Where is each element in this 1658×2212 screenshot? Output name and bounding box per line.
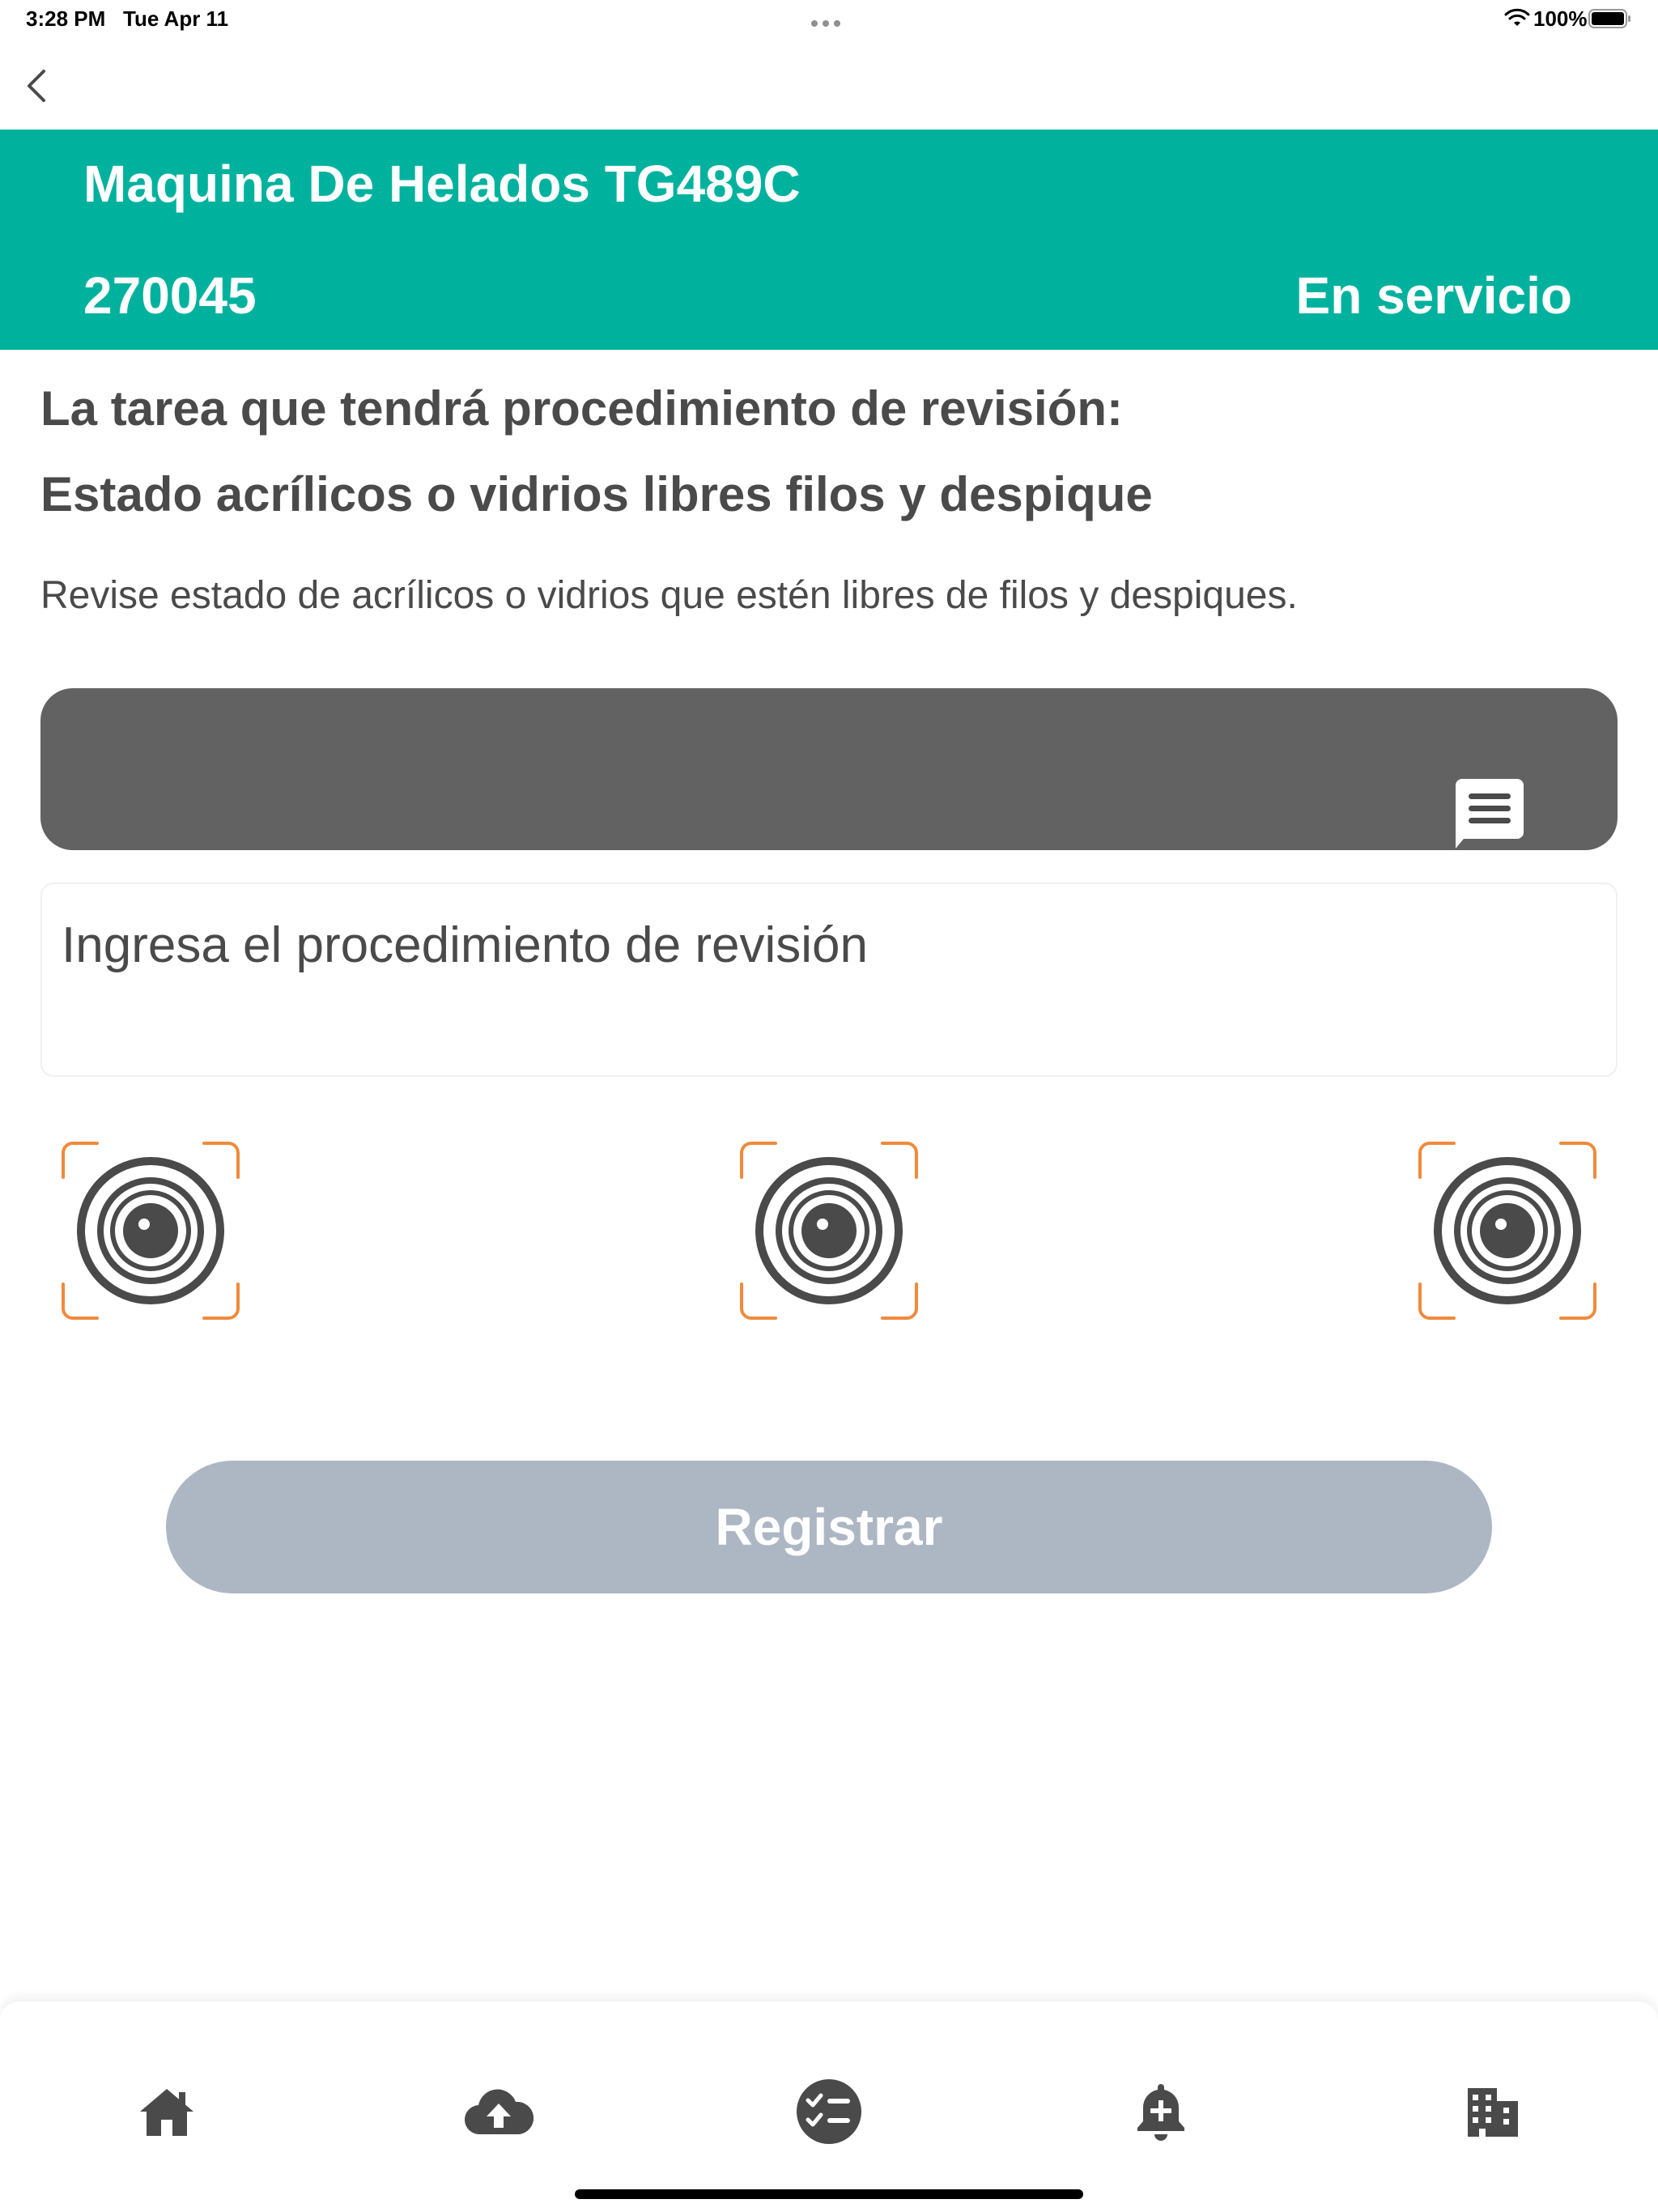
status-bar xyxy=(0,0,1658,39)
wifi-icon xyxy=(1504,8,1530,28)
tasks-checklist-icon xyxy=(795,2078,863,2146)
task-description: Revise estado de acrílicos o vidrios que estén libres de filos y despiques. xyxy=(40,574,1298,617)
camera-button-3[interactable] xyxy=(1418,1142,1596,1320)
cloud-upload-icon xyxy=(464,2087,534,2136)
back-button[interactable] xyxy=(19,63,55,108)
asset-header xyxy=(0,130,1658,350)
home-icon xyxy=(138,2086,195,2138)
multitasking-dots-icon[interactable] xyxy=(811,16,847,23)
tab-alerts[interactable] xyxy=(1112,2063,1209,2160)
task-name: Estado acrílicos o vidrios libres filos y despique xyxy=(40,467,1153,521)
camera-icon xyxy=(1418,1142,1596,1320)
battery-icon xyxy=(1588,8,1632,29)
status-date: Tue Apr 11 xyxy=(123,6,229,31)
chevron-left-icon xyxy=(19,63,55,108)
asset-code: 270045 xyxy=(83,266,257,325)
task-intro: La tarea que tendrá procedimiento de revisión: xyxy=(40,381,1123,436)
tab-upload[interactable] xyxy=(450,2063,547,2160)
bell-plus-icon xyxy=(1134,2081,1188,2142)
tab-tasks[interactable] xyxy=(780,2063,878,2160)
comment-panel xyxy=(40,688,1618,850)
battery-percentage: 100% xyxy=(1533,6,1588,31)
comment-icon[interactable] xyxy=(1452,776,1527,850)
camera-button-1[interactable] xyxy=(62,1142,240,1320)
status-time: 3:28 PM xyxy=(26,6,106,31)
asset-status: En servicio xyxy=(1295,266,1572,325)
home-indicator[interactable] xyxy=(575,2189,1083,2199)
building-icon xyxy=(1465,2085,1521,2138)
camera-icon xyxy=(740,1142,918,1320)
tab-home[interactable] xyxy=(118,2063,215,2160)
camera-button-2[interactable] xyxy=(740,1142,918,1320)
register-button[interactable]: Registrar xyxy=(166,1461,1492,1593)
tab-building[interactable] xyxy=(1444,2063,1541,2160)
asset-name: Maquina De Helados TG489C xyxy=(83,155,801,213)
procedure-input[interactable] xyxy=(40,883,1618,1077)
camera-icon xyxy=(62,1142,240,1320)
tab-bar xyxy=(0,2001,1658,2212)
